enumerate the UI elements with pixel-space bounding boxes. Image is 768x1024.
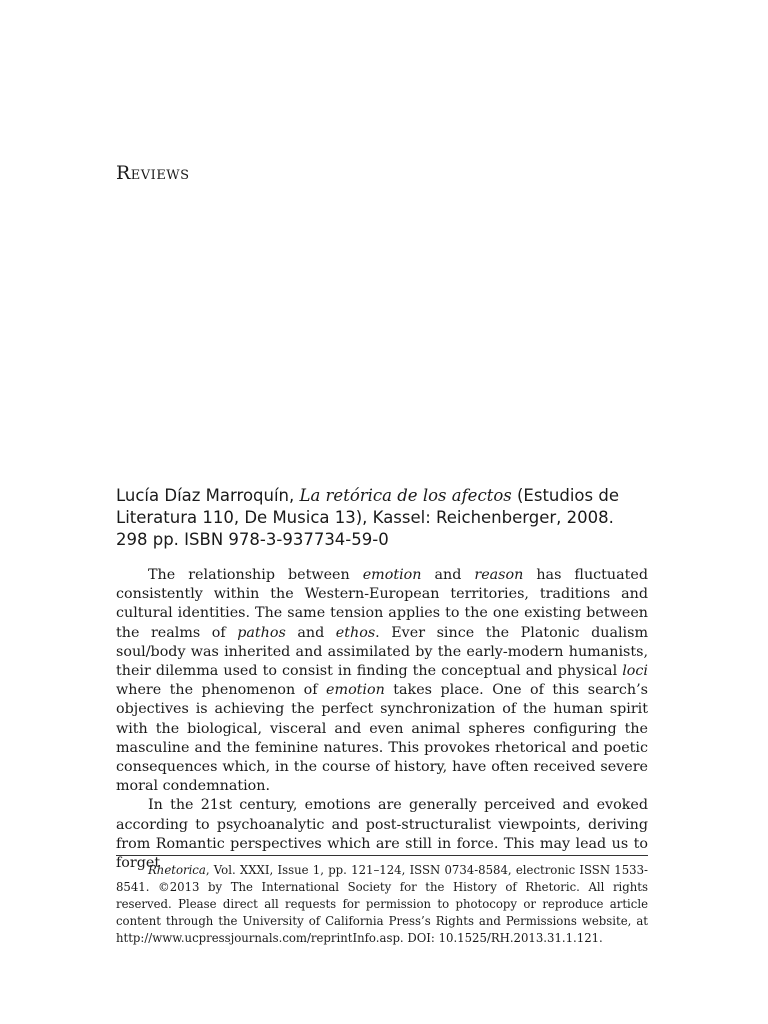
- italic-term: emotion: [326, 682, 385, 699]
- text-run: takes place. One of this search’s objectives is achieving the perfect synchronization of the human spirit with the biological, visceral and even animal spheres configuring the masculine and the feminine natures. This provokes rhetorical and poetic consequences which, in the course of history, have often received severe moral condemnation.: [116, 682, 648, 795]
- italic-term: emotion: [362, 567, 422, 583]
- citation-author: Lucía Díaz Marroquín,: [116, 486, 300, 505]
- italic-term: pathos: [237, 624, 286, 641]
- text-run: and: [285, 624, 336, 641]
- text-run: has fluctuated consistently within the Western-European territories, traditions and cultural identities. The same tension applies to the one existing between the realms of: [116, 567, 648, 641]
- citation-details: (Estudios de Literatura 110, De Musica 13), Kassel: Reichenberger, 2008. 298 pp. ISBN 978-3-937734-59-0: [116, 486, 619, 549]
- section-title: Reviews: [116, 162, 190, 184]
- review-body: [116, 566, 648, 873]
- text-run: where the phenomenon of: [116, 682, 327, 699]
- footnote-rule: [116, 855, 648, 856]
- text-run: . Ever since the Platonic dualism soul/body was inherited and assimilated by the early-modern humanists, their dilemma used to consist in finding the conceptual and physical: [116, 624, 649, 680]
- italic-term: reason: [474, 567, 524, 583]
- italic-term: loci: [622, 663, 648, 680]
- paragraph-1: [116, 566, 648, 796]
- book-citation: [116, 485, 648, 551]
- citation-book-title: La retórica de los afectos: [299, 486, 512, 505]
- footnote-text: , Vol. XXXI, Issue 1, pp. 121–124, ISSN 0734-8584, electronic ISSN 1533-8541. ©2013 by The International Society for the History of Rhetoric. All rights reserved. Please direct all requests for permission to photocopy or reproduce article content through the University of California Press’s Rights and Permissions website, at http://www.ucpressjournals.com/reprintInfo.asp. DOI: 10.1525/RH.2013.31.1.121.: [116, 863, 648, 945]
- text-run: The relationship between: [148, 567, 363, 583]
- italic-term: ethos: [335, 624, 376, 641]
- footnote: [116, 862, 648, 947]
- paragraph-2: In the 21st century, emotions are generally perceived and evoked according to psychoanalytic and post-structuralist viewpoints, deriving from Romantic perspectives which are still in force. This may lead us to forget: [116, 797, 648, 872]
- text-run: and: [421, 567, 475, 583]
- footnote-journal: Rhetorica: [148, 863, 206, 877]
- footnote-paragraph: [116, 862, 648, 947]
